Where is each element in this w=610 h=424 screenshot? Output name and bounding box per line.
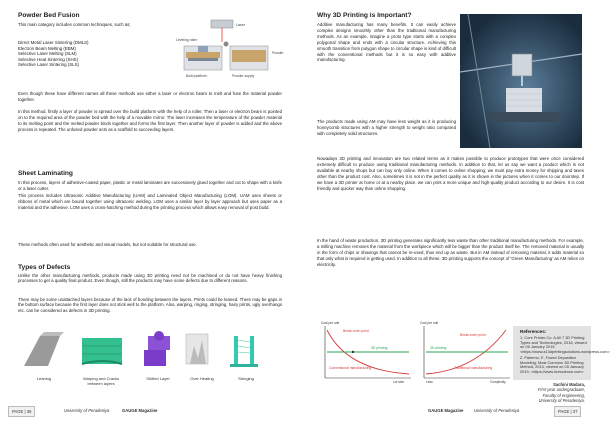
technique-list bbox=[18, 40, 178, 68]
axis-cost-right: Cost per unit bbox=[420, 321, 439, 325]
laser-unit bbox=[211, 20, 233, 28]
print-bed bbox=[490, 112, 560, 122]
diagram-label-roller: Leveling roller bbox=[176, 38, 198, 42]
technique-item: Direct Metal Laser Sintering (DMLS) bbox=[18, 40, 89, 45]
left-page bbox=[0, 0, 300, 424]
cost-graph-lot-size bbox=[317, 322, 415, 384]
references-title: References: bbox=[520, 329, 547, 334]
caption-shifted-layer: Shifted Layer bbox=[146, 376, 170, 381]
axis-lot-size: Lot size bbox=[393, 380, 404, 384]
left-footer-brand: GAUGE Magazine bbox=[122, 408, 158, 413]
powder-bed-diagram bbox=[176, 16, 286, 80]
label-3d-printing: 3D printing bbox=[371, 346, 388, 350]
caption-stringing: Stringing bbox=[238, 376, 254, 381]
label-conventional: Conventional manufacturing bbox=[329, 366, 372, 370]
sheet-lamination-body-2: This process includes Ultrasonic Additive Manufacturing (UAM) and Laminated Object Manufacturing (LOM). UAM uses sheets or ribbons of metal which are bound together using ultrasonic welding. LOM uses a similar layer by layer approach but uses paper as a material and the adhesive. LOM uses a cross-hatching method during the printing process which allows easy removal of post build. bbox=[18, 193, 282, 210]
caption-over-heating: Over Heating bbox=[190, 376, 214, 381]
right-footer-brand: GAUGE Magazine bbox=[428, 408, 464, 413]
why-body-4: In the hand of waste production, 3D printing generates significantly less waste than other traditional manufacturing methods. For example, a milling machine removes the material from the workpiece which will be bigger than the product itself be. The removed material is usually in the form of chips or shavings that cannot be re-used, thus end up as waste. But in AM instead of removing material, it adds material so that only what is required is getting used. In addition to all these, 3D printing supports the concept of 'Green Manufacturing' as AM relies on electricity. bbox=[317, 238, 584, 267]
diagram-label-laser: Laser bbox=[236, 23, 245, 27]
technique-item: Selective Laser Melting (SLM) bbox=[18, 51, 77, 56]
defects-heading: Types of Defects bbox=[18, 264, 71, 271]
powder-bed-body-2: In this method, firstly a layer of powder is spread over the build platform with the help of a roller. Then a laser or electron beam is pointed on to the required area of the powder bed with the help of a movable mirror. The laser increases the temperature of the powder material to its melting point and the melted powder binds together and forms the first layer. Then another layer of powder is added and the above process is repeated. The unfused powder acts as a scaffold to succeeding layers. bbox=[18, 109, 282, 132]
author-name: Sachini Madara, bbox=[553, 382, 585, 387]
why-body-1: Additive manufacturing has many benefits. It can easily achieve complex designs smoothly other than the traditional manufacturing methods. As an example, imagine a proto type starts with a complex polygonal shape and ends with a circular structure. Achieving this smooth transition from polygon shape to circular shape is kind of difficult with the conventional methods but it is so easy with additive manufacturing. bbox=[317, 22, 456, 63]
right-footer bbox=[300, 406, 592, 416]
why-body-3: Nowadays 3D printing and innovation are two related terms as it makes possible to produce prototypes that were once considered extremely difficult to produce using traditional manufacturing methods. In addition to that, let us say we want a product which is not available at nearby shops but can buy only online. When it comes to online shopping, we must pay extra money for shipping and taxes other than the product cost. Also, sometimes it is not in the perfect quality as it is shown in the pictures when it comes to our doorstep. If we have a 3D printer at home or at a nearby place, we can print a more unique and high-quality product according to our desire. It is cost friendly and quicker way than online shopping. bbox=[317, 156, 584, 191]
powder-bed-body-1: Even though these have different names all these methods use either a laser or electron beam to melt and fuse the material powder together. bbox=[18, 91, 282, 102]
defect-shifted-layer-image bbox=[144, 331, 170, 366]
author-line-1: First year undergraduate, bbox=[537, 387, 585, 393]
leveling-roller bbox=[224, 42, 229, 47]
label-break-even-right: Break-even point bbox=[460, 333, 486, 337]
sheet-lamination-heading: Sheet Laminating bbox=[18, 170, 73, 177]
left-footer-university: University of Peradeniya bbox=[64, 408, 110, 413]
defects-body-2: There may be some unattached layers because of the lack of bonding between the layers. Prints could be leaned. There may be gaps in the bottom surface because the first layer does not stick well to the platform. Also, warping, ringing, stringing, hairy prints, ugly overhangs etc. can be considered as defects in 3D printing. bbox=[18, 297, 282, 313]
sheet-lamination-body-1: In this process, layers of adhesive-coated paper, plastic or metal laminates are successively glued together and cut to shape with a knife or a laser cutter. bbox=[18, 180, 282, 191]
left-footer bbox=[8, 406, 298, 416]
powder-bed-intro: This main category includes common techniques, such as; bbox=[18, 22, 131, 27]
defect-leaning-image bbox=[24, 332, 64, 366]
print-head bbox=[512, 54, 532, 76]
label-traditional: Traditional manufacturing bbox=[454, 366, 493, 370]
reference-item: 1. Core Printer Co. A All 7 3D Printing Types and Technologies, 2016, viewed on 05 January 2019, <https://www.a13dprintingsolutions.wordpress.com> bbox=[520, 335, 610, 354]
right-page bbox=[300, 0, 610, 424]
defect-stringing-image bbox=[230, 336, 258, 367]
powder-supply-bed bbox=[232, 50, 266, 62]
technique-item: Selective Heat Sintering (SHS) bbox=[18, 56, 79, 62]
break-even-point bbox=[352, 351, 354, 353]
powder-bed-heading: Powder Bed Fusion bbox=[18, 12, 80, 19]
powder-bed bbox=[186, 52, 220, 58]
references-box bbox=[513, 326, 610, 380]
why-heading: Why 3D Printing is Important? bbox=[317, 12, 412, 19]
defect-over-heating-image bbox=[186, 334, 208, 364]
defect-warping-image bbox=[82, 338, 122, 364]
why-body-2: The products made using AM may have less weight as it is producing honeycomb structures with a higher strength to weight ratio compared with completely solid structures. bbox=[317, 119, 456, 136]
axis-less: Less bbox=[426, 380, 433, 384]
caption-warping: Warping and Cracks between layers bbox=[82, 376, 120, 386]
reference-item: 2. Palermo, E, Fused Deposition Modeling: Most Common 3D Printing Method, 2013, viewed on 05 January 2019, <https://www.livescience.com> bbox=[520, 355, 584, 374]
author-line-3: University of Peradeniya. bbox=[538, 397, 585, 403]
diagram-label-powder: Powder bbox=[272, 51, 284, 55]
left-page-number: PAGE | 36 bbox=[8, 406, 35, 417]
label-break-even: Break-even point bbox=[343, 329, 369, 333]
diagram-label-supply: Powder supply bbox=[232, 74, 255, 78]
defect-images bbox=[20, 328, 280, 372]
technique-item: Electron Beam Melting (EBM) bbox=[18, 45, 76, 51]
axis-complexity: Complexity bbox=[490, 380, 506, 384]
build-platform bbox=[188, 58, 218, 61]
axis-cost: Cost per unit bbox=[321, 321, 340, 325]
printer-photo bbox=[460, 14, 582, 148]
right-page-number: PAGE | 37 bbox=[554, 406, 581, 417]
technique-item: Selective Laser Sintering (SLS) bbox=[18, 62, 80, 67]
author-signature bbox=[538, 382, 585, 403]
diagram-label-platform: Build platform bbox=[186, 74, 207, 78]
author-line-2: Faculty of engineering, bbox=[542, 392, 585, 398]
cost-graph-complexity bbox=[416, 322, 514, 384]
printed-part bbox=[198, 46, 208, 52]
caption-leaning: Leaning bbox=[36, 376, 52, 381]
right-footer-university: University of Peradeniya bbox=[474, 408, 520, 413]
sheet-lamination-body-3: These methods often used for aesthetic and visual models, but not suitable for structural use. bbox=[18, 242, 197, 247]
label-3d-printing-right: 3D printing bbox=[430, 346, 447, 350]
defects-body-1: Unlike the other manufacturing methods, products made using 3D printing need not be machined or do not have heavy finishing processes to get a quality final product. Even though, still the products may have some defects due to different reasons. bbox=[18, 273, 282, 284]
